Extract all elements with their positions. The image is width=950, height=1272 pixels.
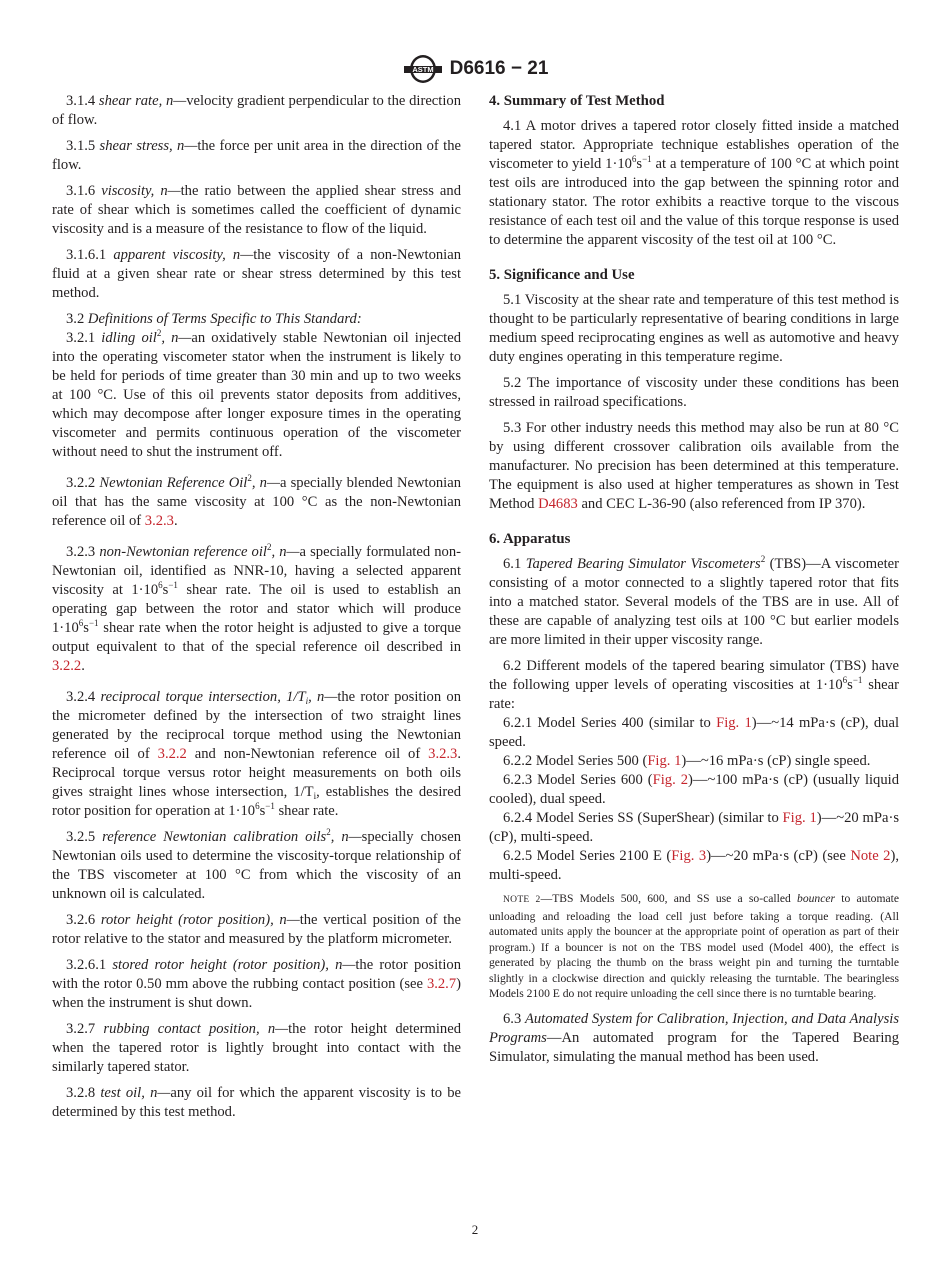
para-6-2-1: 6.2.1 Model Series 400 (similar to Fig. 1)—~14 mPa·s (cP), dual speed. xyxy=(489,715,900,750)
para-6-2: 6.2 Different models of the tapered bearing simulator (TBS) have the following upper levels of operating viscosities at $1\cdot 10^6s^{-1}$ shear rate: xyxy=(489,658,900,712)
para-6-3: 6.3 Automated System for Calibration, Injection, and Data Analysis Programs—An automated program for the Tapered Bearing Simulator, simulating the manual method has been used. xyxy=(489,1010,900,1065)
link-3-2-2[interactable]: 3.2.2 xyxy=(157,746,187,762)
page-number: 2 xyxy=(471,1222,479,1237)
logo-text: ASTM xyxy=(411,64,434,74)
para-3-2: 3.2 Definitions of Terms Specific to This Standard: xyxy=(66,311,362,327)
para-4-1: 4.1 A motor drives a tapered rotor closely fitted inside a matched tapered stator. Appropriate technique establishes operation of the viscometer to yield $1\cdot 10^6s^{-1}$ at a temperature of 100 °C at which point test oils are introduced into the gap between the spinning rotor and stationary stator. The rotor exhibits a reactive torque to the viscous resistance of each test oil and the value of this torque response is used to determine the apparent viscosity of the test oil at 100 °C. xyxy=(489,118,899,248)
link-note-2[interactable]: Note 2 xyxy=(850,848,891,864)
link-3-2-3[interactable]: 3.2.3 xyxy=(144,513,174,529)
left-column xyxy=(52,92,461,1129)
right-column xyxy=(489,92,899,1074)
section-heading-4: 4. Summary of Test Method xyxy=(489,93,665,109)
para-5-1: 5.1 Viscosity at the shear rate and temperature of this test method is thought to be particularly representative of bearing conditions in large medium speed reciprocating engines as well as automotive and heavy duty engines operating in this temperature regime. xyxy=(489,292,899,365)
link-fig-2[interactable]: Fig. 2 xyxy=(652,772,688,788)
note-2: NOTE 2—TBS Models 500, 600, and SS use a so-called bouncer to automate unloading and reloading the load cell just before taking a torque reading. (All automated units apply the bouncer at the appropriate point of operation as part of their program.) If a bouncer is not on the TBS model used (Model 400), the effect is generated by placing the thumb on the brass weight pin and turning the turntable slightly in a clockwise direction and quickly releasing the turntable. The bearingless Models 2100 E do not require unloading the cell since there is no turntable bearing. xyxy=(489,892,899,1000)
para-5-3: 5.3 For other industry needs this method may also be run at 80 °C by using different crossover calibration oils available from the manufacturer. No precision has been determined at this temperature. The equipment is also used at higher temperatures as shown in Test Method D4683 and CEC L-36-90 (also referenced from IP 370). xyxy=(489,420,899,512)
para-3-2-5: 3.2.5 reference Newtonian calibration oils$^2$, n—specially chosen Newtonian oils used to determine the viscosity-torque relationship of the TBS viscometer at 100 °C from which the viscosity of an unknown oil is calculated. xyxy=(52,827,461,902)
section-heading-5: 5. Significance and Use xyxy=(489,267,635,283)
para-6-2-5: 6.2.5 Model Series 2100 E (Fig. 3)—~20 mPa·s (cP) (see Note 2), multi-speed. xyxy=(489,848,899,883)
page-header xyxy=(0,52,950,86)
para-3-2-6-1: 3.2.6.1 stored rotor height (rotor position), n—the rotor position with the rotor 0.50 mm above the rubbing contact position (see 3.2.7) when the instrument is shut down. xyxy=(52,957,461,1011)
para-3-2-2: 3.2.2 Newtonian Reference Oil$^2$, n—a specially blended Newtonian oil that has the same viscosity at 100 °C as the non-Newtonian reference oil of 3.2.3. xyxy=(52,473,462,529)
para-3-2-4: 3.2.4 reciprocal torque intersection, $1/T_i$, n—the rotor position on the micrometer defined by the intersection of two straight lines generated by the reciprocal torque method using the Newtonian reference oil of 3.2.2 and non-Newtonian reference oil of 3.2.3. Reciprocal torque versus rotor height measurements on both oils gives straight lines whose intersection, $1/T_i$, establishes the desired rotor position for operation at $1\cdot 10^6s^{-1}$ shear rate. xyxy=(52,689,462,819)
standard-designation: D6616 − 21 xyxy=(449,58,549,79)
link-3-2-3[interactable]: 3.2.3 xyxy=(428,746,458,762)
para-3-2-8: 3.2.8 test oil, n—any oil for which the apparent viscosity is to be determined by this test method. xyxy=(52,1085,461,1120)
para-6-2-4: 6.2.4 Model Series SS (SuperShear) (similar to Fig. 1)—~20 mPa·s (cP), multi-speed. xyxy=(489,810,899,845)
para-6-1: 6.1 Tapered Bearing Simulator Viscometers$^2$ (TBS)—A viscometer consisting of a motor connected to a slightly tapered rotor that fits into a matched stator. Several models of the TBS are in use. All of these are capable of analyzing test oils at 100 °C but earlier models are more limited in their upper viscosity range. xyxy=(489,554,899,648)
astm-logo-icon xyxy=(402,54,444,84)
link-3-2-2[interactable]: 3.2.2 xyxy=(52,658,82,674)
para-6-2-3: 6.2.3 Model Series 600 (Fig. 2)—~100 mPa·s (cP) (usually liquid cooled), dual speed. xyxy=(489,772,900,807)
para-3-1-6: 3.1.6 viscosity, n—the ratio between the applied shear stress and rate of shear which is sometimes called the coefficient of dynamic viscosity and is a measure of the resistance to flow of the liquid. xyxy=(52,183,462,237)
para-6-2-2: 6.2.2 Model Series 500 (Fig. 1)—~16 mPa·s (cP) single speed. xyxy=(503,753,871,769)
section-heading-6: 6. Apparatus xyxy=(489,531,571,547)
link-d4683[interactable]: D4683 xyxy=(538,496,578,512)
para-3-2-7: 3.2.7 rubbing contact position, n—the rotor height determined when the tapered rotor is lightly brought into contact with the similarly tapered stator. xyxy=(52,1021,461,1075)
link-fig-1[interactable]: Fig. 1 xyxy=(647,753,682,769)
para-3-1-6-1: 3.1.6.1 apparent viscosity, n—the viscosity of a non-Newtonian fluid at a given shear rate or shear stress determined by this test method. xyxy=(52,247,461,301)
link-fig-1[interactable]: Fig. 1 xyxy=(716,715,752,731)
para-3-2-6: 3.2.6 rotor height (rotor position), n—the vertical position of the rotor relative to the stator and measured by the platform micrometer. xyxy=(52,912,461,947)
para-3-1-5: 3.1.5 shear stress, n—the force per unit area in the direction of the flow. xyxy=(52,138,461,173)
para-3-2-3: 3.2.3 non-Newtonian reference oil$^2$, n—a specially formulated non-Newtonian oil, identified as NNR-10, having a selected apparent viscosity at $1\cdot 10^6s^{-1}$ shear rate. The oil is used to establish an operating gap between the rotor and stator which will produce $1\cdot 10^6s^{-1}$ shear rate when the rotor height is adjusted to give a torque output equivalent to that of the special reference oil described in 3.2.2. xyxy=(52,542,461,674)
para-3-1-4: 3.1.4 shear rate, n—velocity gradient perpendicular to the direction of flow. xyxy=(52,93,461,128)
link-fig-1[interactable]: Fig. 1 xyxy=(782,810,817,826)
link-3-2-7[interactable]: 3.2.7 xyxy=(426,976,457,992)
para-5-2: 5.2 The importance of viscosity under these conditions has been stressed in railroad specifications. xyxy=(489,375,899,410)
para-3-2-1: 3.2.1 idling oil$^2$, n—an oxidatively stable Newtonian oil injected into the operating viscometer stator when the instrument is likely to be held for periods of time greater than 30 min and up to two weeks at 100 °C. Use of this oil prevents stator deposits from additives, which may decompose after longer exposure times in the operating viscometer and permits continuous operation of the viscometer without need to shut the instrument off. xyxy=(52,328,461,460)
link-fig-3[interactable]: Fig. 3 xyxy=(671,848,707,864)
